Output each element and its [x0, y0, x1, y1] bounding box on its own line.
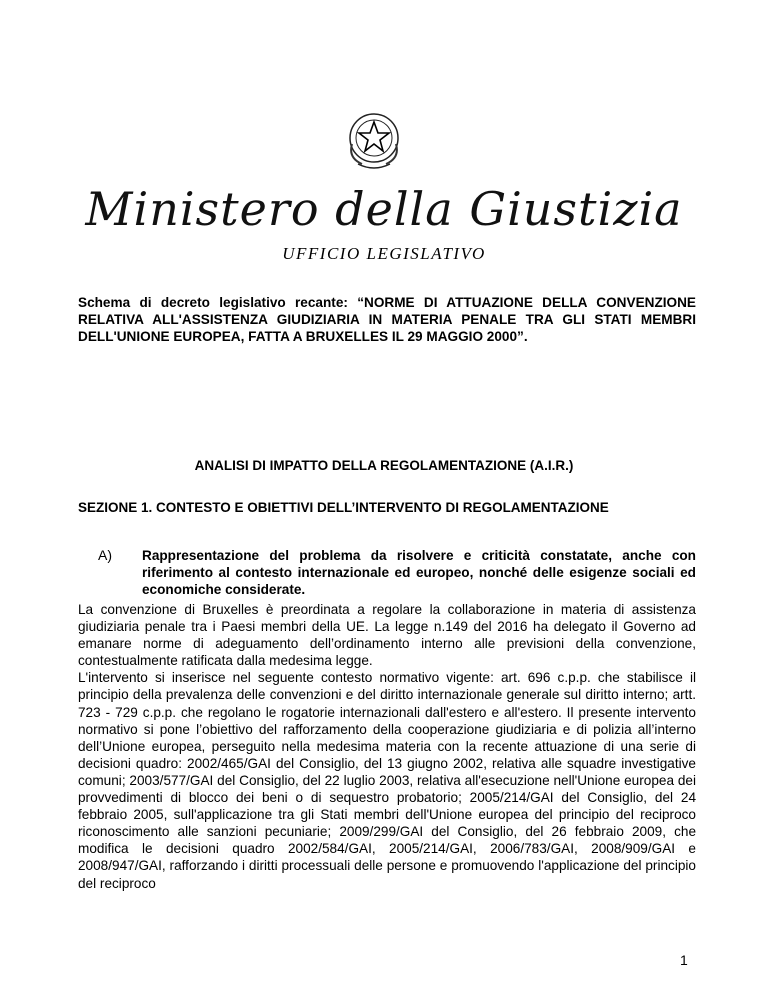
paragraph: La convenzione di Bruxelles è preordinata a regolare la collaborazione in materia di assistenza giudiziaria penale tra i Paesi membri della UE. La legge n.149 del 2016 ha delegato il Governo ad emanare norme di adeguamento dell’ordinamento interno alle previsioni della convenzione, contestualmente ratificata dalla medesima legge. [78, 602, 696, 669]
emblem-icon [342, 108, 406, 172]
ministry-title: Ministero della Giustizia [85, 182, 683, 236]
paragraph: L'intervento si inserisce nel seguente contesto normativo vigente: art. 696 c.p.p. che stabilisce il principio della prevalenza delle convenzioni e del diritto internazionale generale sul diritto interno; artt. 723 - 729 c.p.p. che regolano le rogatorie internazionali dall'estero e all'estero. Il presente intervento normativo si pone l’obiettivo del rafforzamento della cooperazione giudiziaria e di polizia all’interno dell’Unione europea, perseguito nella medesima materia con la recente attuazione di una serie di decisioni quadro: 2002/465/GAI del Consiglio, del 13 giugno 2002, relativa alle squadre investigative comuni; 2003/577/GAI del Consiglio, del 22 luglio 2003, relativa all'esecuzione nell'Unione europea dei provvedimenti di blocco dei beni o di sequestro probatorio; 2005/214/GAI del Consiglio, del 24 febbraio 2005, sull'applicazione tra gli Stati membri dell'Unione europea del principio del reciproco riconoscimento alle sanzioni pecuniarie; 2009/299/GAI del Consiglio, del 26 febbraio 2009, che modifica le decisioni quadro 2002/584/GAI, 2005/214/GAI, 2006/783/GAI, 2008/909/GAI e 2008/947/GAI, rafforzando i diritti processuali delle persone e promuovendo l'applicazione del principio del reciproco [78, 670, 696, 891]
office-subtitle: UFFICIO LEGISLATIVO [282, 244, 486, 263]
schema-title: Schema di decreto legislativo recante: “NORME DI ATTUAZIONE DELLA CONVENZIONE RELATIVA ALL'ASSISTENZA GIUDIZIARIA IN MATERIA PENALE TRA GLI STATI MEMBRI DELL'UNIONE EUROPEA, FATTA A BRUXELLES IL 29 MAGGIO 2000”. [78, 295, 696, 344]
section-heading: SEZIONE 1. CONTESTO E OBIETTIVI DELL’INTERVENTO DI REGOLAMENTAZIONE [78, 500, 609, 515]
analysis-title: ANALISI DI IMPATTO DELLA REGOLAMENTAZIONE (A.I.R.) [194, 458, 574, 473]
item-letter: A) [98, 547, 112, 563]
item-heading: Rappresentazione del problema da risolvere e criticità constatate, anche con riferimento al contesto internazionale ed europeo, nonché delle esigenze sociali ed economiche considerate. [142, 548, 696, 597]
body-text [78, 601, 696, 892]
page-number: 1 [680, 952, 688, 968]
